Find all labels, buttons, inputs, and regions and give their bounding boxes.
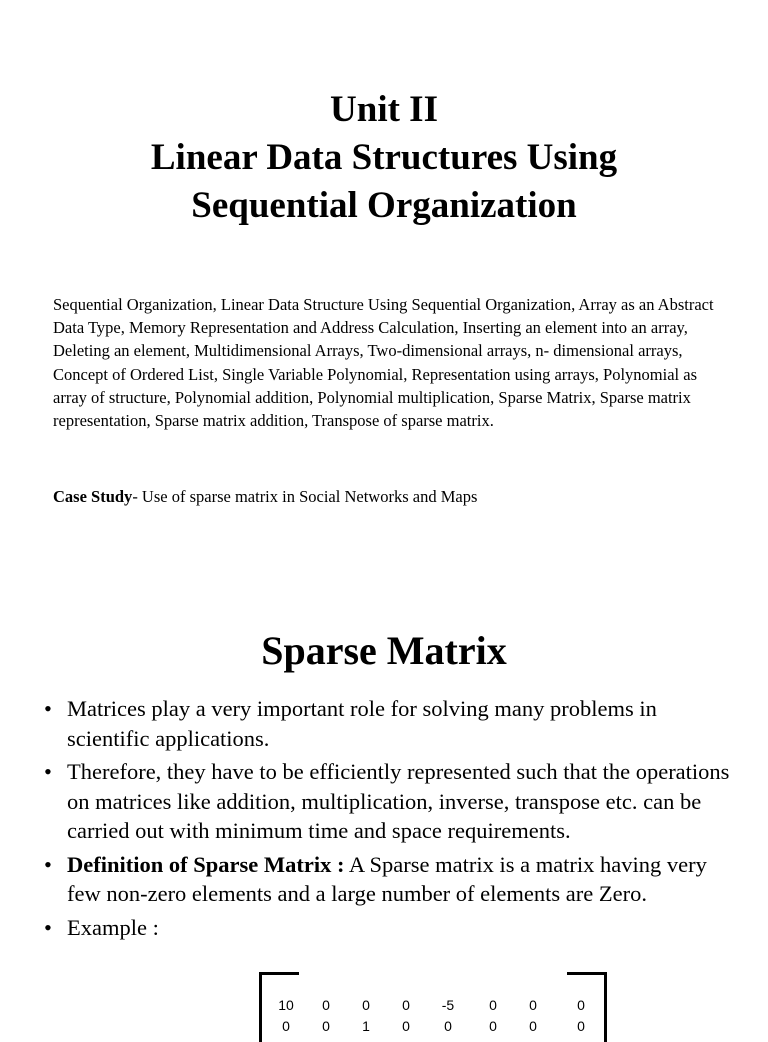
bullet-text: Example : <box>67 914 159 940</box>
bullet-item <box>44 850 744 909</box>
matrix-cell: 0 <box>577 997 585 1013</box>
bullet-item <box>44 694 744 753</box>
matrix-cell: 0 <box>489 997 497 1013</box>
case-study-label: Case Study <box>53 487 133 506</box>
matrix-cell: -5 <box>441 997 455 1013</box>
bullet-icon: • <box>44 759 52 784</box>
matrix-cell: 0 <box>444 1018 452 1034</box>
matrix-cell: 0 <box>529 1018 537 1034</box>
bullet-text: Matrices play a very important role for solving many problems in scientific applications. <box>67 696 657 751</box>
bullet-icon: • <box>44 696 52 721</box>
bullet-icon: • <box>44 914 52 940</box>
matrix-cell: 0 <box>362 997 370 1013</box>
matrix-cell: 0 <box>402 1018 410 1034</box>
case-study <box>53 485 733 508</box>
bullet-list <box>44 694 744 946</box>
bullet-text: A Sparse matrix is a matrix having very few non-zero elements and a large number of elements are Zero. <box>67 851 707 906</box>
matrix-cell: 0 <box>577 1018 585 1034</box>
bullet-icon: • <box>44 851 52 877</box>
matrix-cell: 0 <box>322 997 330 1013</box>
sparse-matrix-title: Sparse Matrix <box>261 628 507 673</box>
syllabus-topics: Sequential Organization, Linear Data Structure Using Sequential Organization, Array as an Abstract Data Type, Memory Representation and Address Calculation, Inserting an element into an array, Deleting an element, Multidimensional Arrays, Two-dimensional arrays, n- dimensional arrays, Concept of Ordered List, Single Variable Polynomial, Representation using arrays, Polynomial as array of structure, Polynomial addition, Polynomial multiplication, Sparse Matrix, Sparse matrix representation, Sparse matrix addition, Transpose of sparse matrix. <box>53 295 714 431</box>
example-matrix <box>259 972 607 1042</box>
unit-title-line: Unit II <box>330 89 438 130</box>
unit-title <box>0 86 768 230</box>
bullet-item <box>44 913 744 943</box>
matrix-cell: 1 <box>362 1018 370 1034</box>
matrix-cell: 0 <box>529 997 537 1013</box>
definition-label: Definition of Sparse Matrix : <box>67 851 345 877</box>
matrix-cell: 0 <box>282 1018 290 1034</box>
unit-title-line: Linear Data Structures Using <box>150 137 618 178</box>
unit-title-line: Sequential Organization <box>191 185 577 226</box>
bullet-text: Therefore, they have to be efficiently represented such that the operations on matrices like addition, multiplication, inverse, transpose etc. can be carried out with minimum time and space requirements. <box>67 759 730 843</box>
matrix-cell: 0 <box>489 1018 497 1034</box>
matrix-cell: 0 <box>402 997 410 1013</box>
case-study-text: - Use of sparse matrix in Social Networks and Maps <box>132 487 478 506</box>
matrix-cell: 10 <box>278 997 294 1013</box>
bullet-item <box>44 757 744 846</box>
matrix-cell: 0 <box>322 1018 330 1034</box>
